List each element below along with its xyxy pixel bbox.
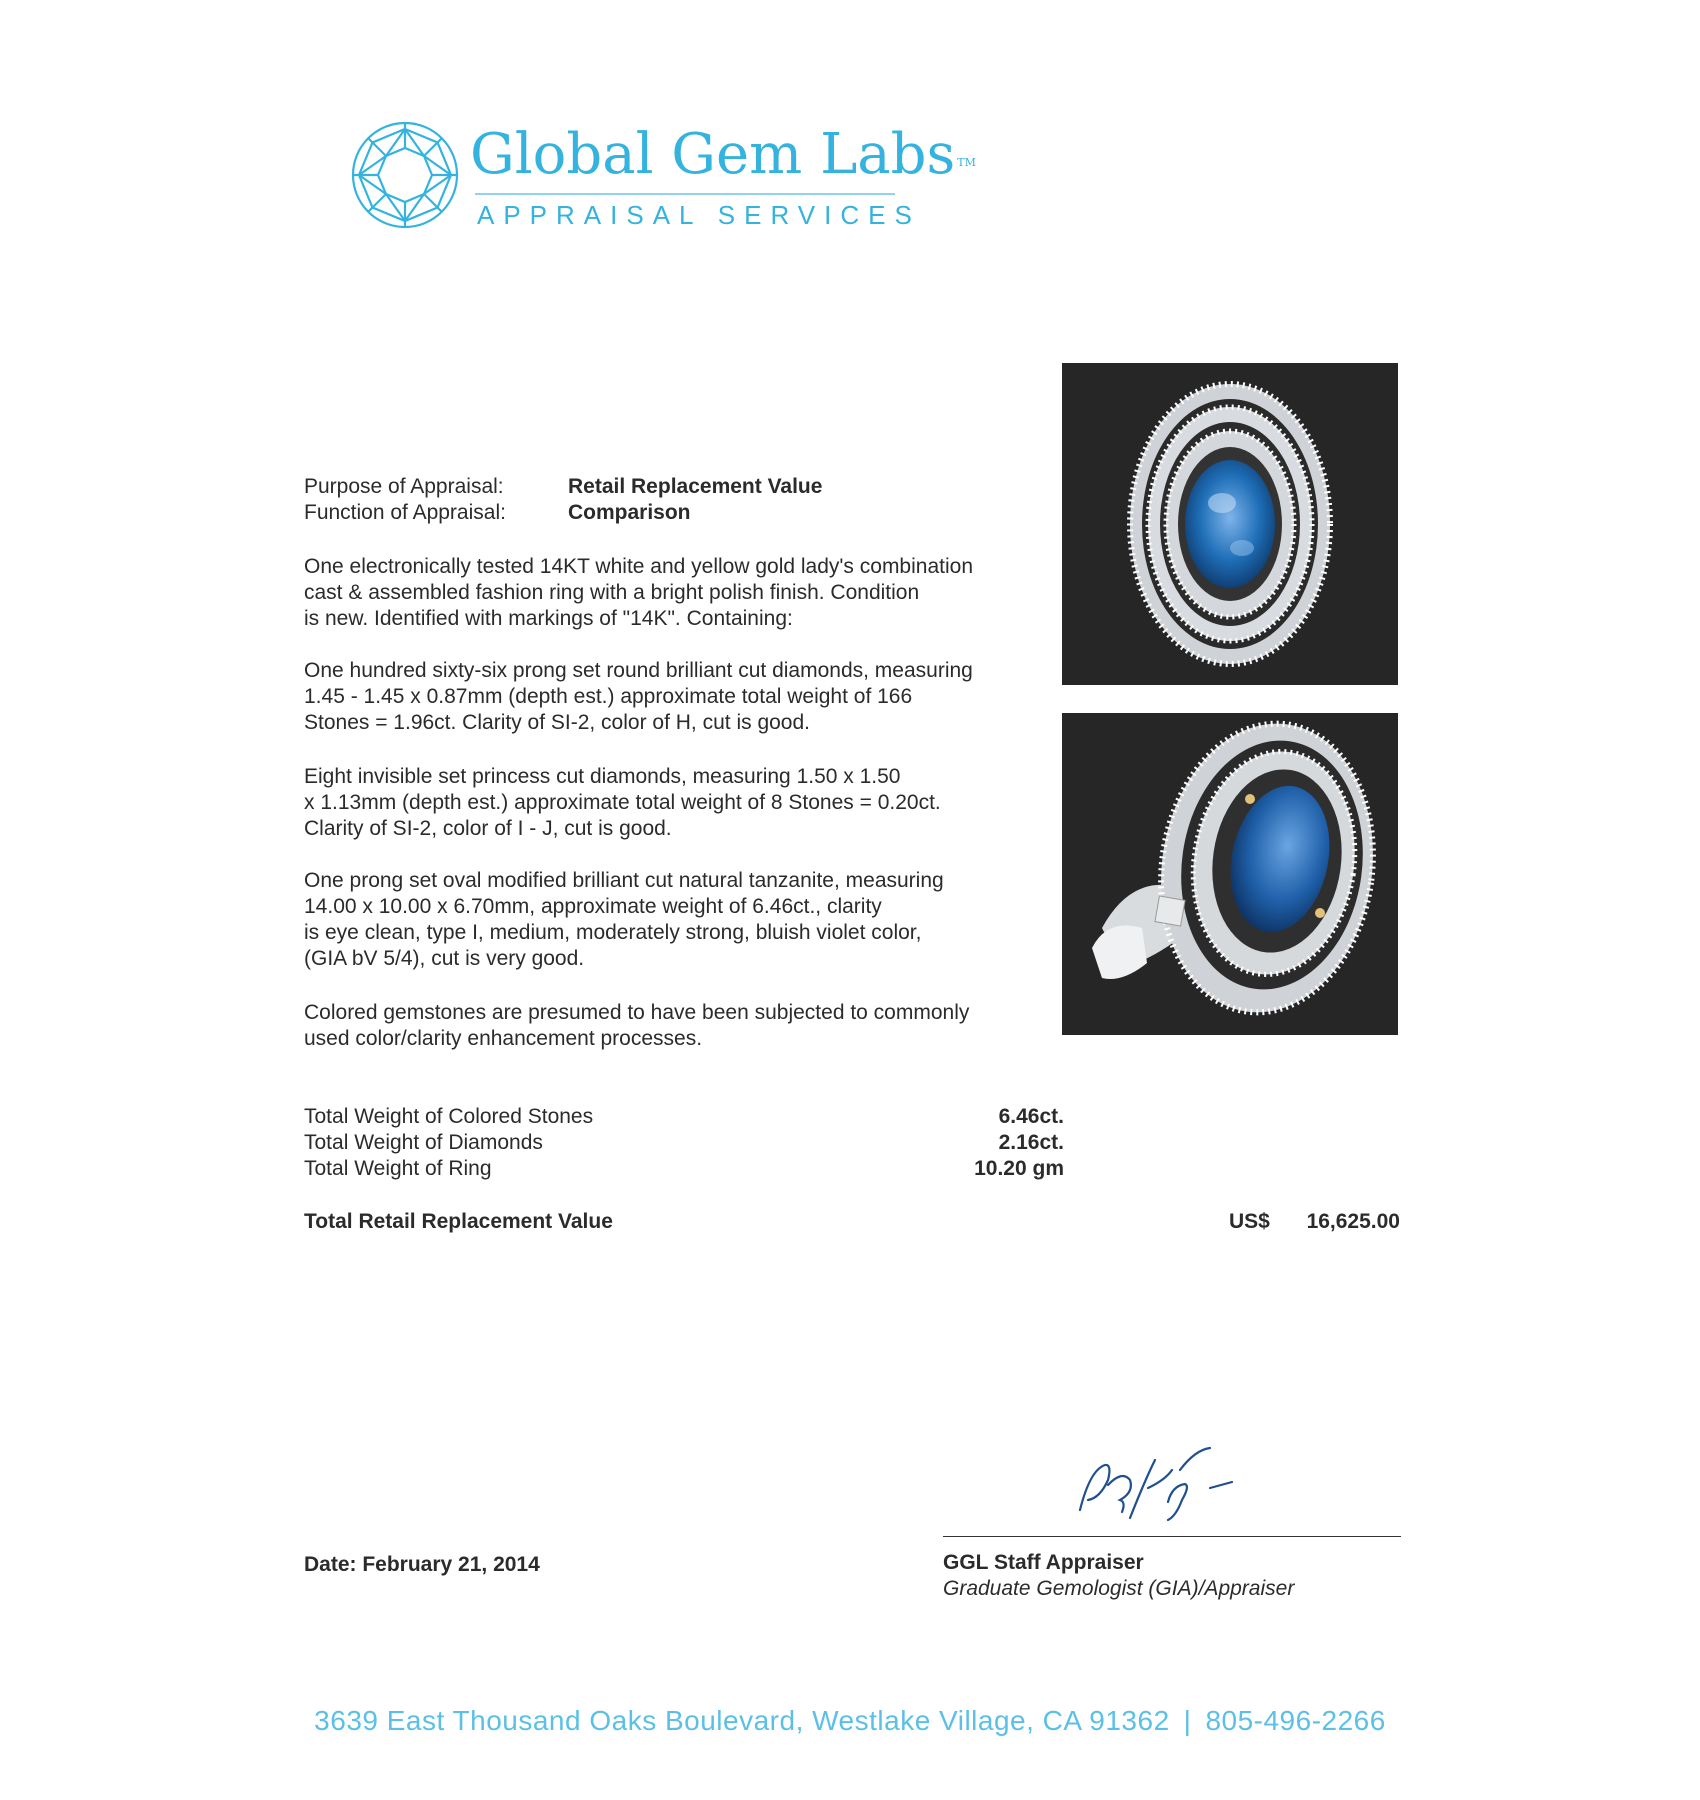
brand-divider <box>475 193 895 195</box>
retail-amount: 16,625.00 <box>1306 1210 1400 1233</box>
function-value: Comparison <box>568 501 691 524</box>
trademark-mark: TM <box>957 156 976 169</box>
ring-description: One electronically tested 14KT white and yellow gold lady's combination cast & assembled fashion ring with a bright polish finish. Condition is new. Identified with markings of "14K". Containing: <box>304 555 973 630</box>
total-value: 10.20 gm <box>974 1157 1064 1180</box>
appraisal-purpose-block <box>304 474 904 530</box>
purpose-label: Purpose of Appraisal: <box>304 475 504 498</box>
total-row <box>304 1104 1064 1130</box>
ring-side-view-photo <box>1062 713 1398 1035</box>
round-diamonds-description: One hundred sixty-six prong set round brilliant cut diamonds, measuring 1.45 - 1.45 x 0.87mm (depth est.) approximate total weight of 166 Stones = 1.96ct. Clarity of SI-2, color of H, cut is good. <box>304 659 973 734</box>
total-row <box>304 1156 1064 1182</box>
footer-phone: 805-496-2266 <box>1205 1705 1386 1736</box>
handwritten-signature <box>1060 1440 1240 1540</box>
footer-address: 3639 East Thousand Oaks Boulevard, Westlake Village, CA 91362 <box>314 1705 1170 1736</box>
function-label: Function of Appraisal: <box>304 501 506 524</box>
total-label: Total Weight of Colored Stones <box>304 1105 594 1128</box>
footer-separator: | <box>1183 1705 1192 1736</box>
retail-value-label: Total Retail Replacement Value <box>304 1210 613 1233</box>
brand-name-text: Global Gem Labs <box>470 122 956 187</box>
total-value: 2.16ct. <box>998 1131 1064 1154</box>
appraisal-date: Date: February 21, 2014 <box>304 1553 540 1576</box>
ring-top-view-photo <box>1062 363 1398 685</box>
retail-value-row <box>304 1209 1400 1237</box>
company-logo <box>350 120 976 240</box>
appraiser-title: GGL Staff Appraiser <box>943 1551 1144 1574</box>
round-brilliant-diamond-icon <box>350 120 460 230</box>
total-row <box>304 1130 1064 1156</box>
total-label: Total Weight of Diamonds <box>304 1131 543 1154</box>
purpose-row <box>304 474 904 500</box>
purpose-value: Retail Replacement Value <box>568 475 823 498</box>
enhancement-disclaimer: Colored gemstones are presumed to have been subjected to commonly used color/clarity enhancement processes. <box>304 1001 970 1050</box>
total-value: 6.46ct. <box>998 1105 1064 1128</box>
signature-line <box>943 1536 1401 1537</box>
function-row <box>304 500 904 526</box>
footer-contact <box>0 1705 1700 1737</box>
retail-currency: US$ <box>1229 1210 1270 1233</box>
princess-diamonds-description: Eight invisible set princess cut diamonds, measuring 1.50 x 1.50 x 1.13mm (depth est.) approximate total weight of 8 Stones = 0.20ct. Clarity of SI-2, color of I - J, cut is good. <box>304 765 941 840</box>
appraiser-credential: Graduate Gemologist (GIA)/Appraiser <box>943 1577 1295 1600</box>
brand-subtitle: APPRAISAL SERVICES <box>477 200 921 230</box>
brand-name <box>470 120 976 190</box>
total-label: Total Weight of Ring <box>304 1157 492 1180</box>
tanzanite-description: One prong set oval modified brilliant cut natural tanzanite, measuring 14.00 x 10.00 x 6.70mm, approximate weight of 6.46ct., clarity is eye clean, type I, medium, moderately strong, bluish violet color, (GIA bV 5/4), cut is very good. <box>304 869 944 970</box>
weight-totals <box>304 1104 1064 1182</box>
